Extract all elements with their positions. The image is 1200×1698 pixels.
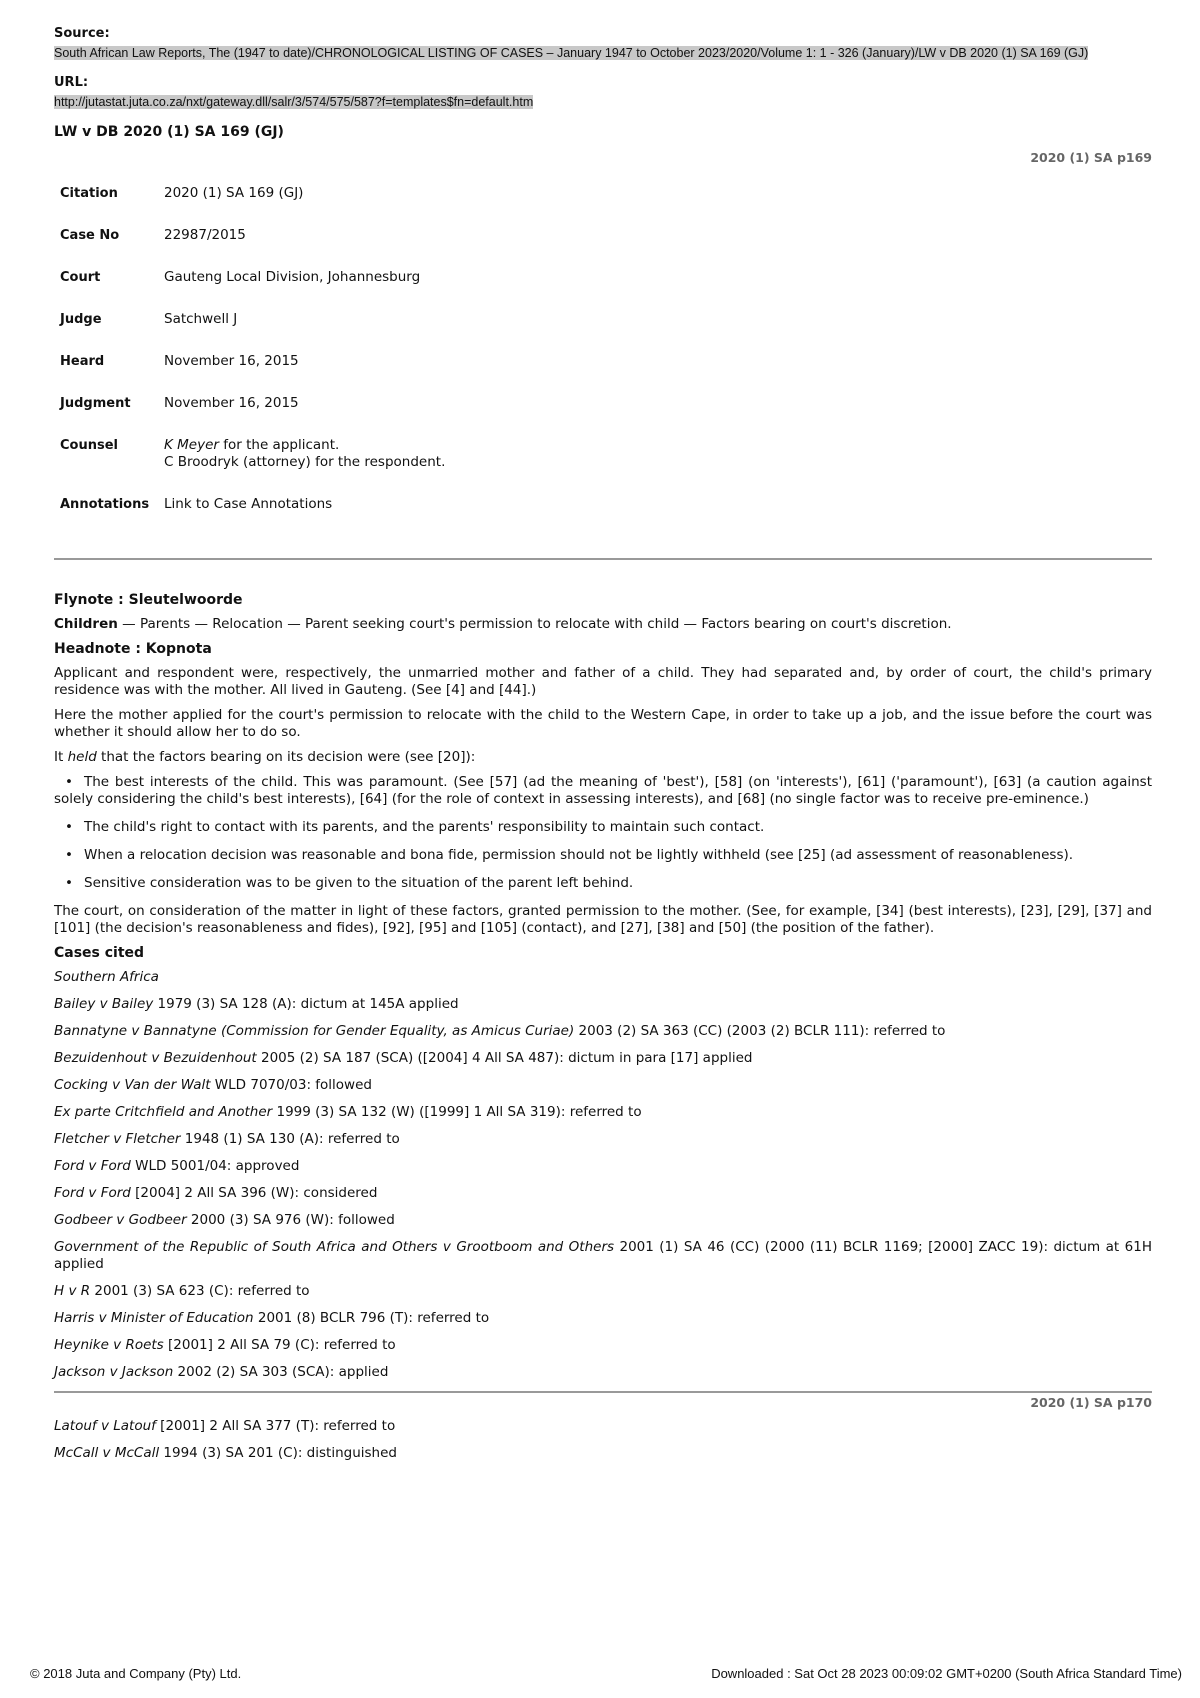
counsel-name: K Meyer — [164, 437, 219, 453]
bullet-text: The best interests of the child. This was paramount. (See [57] (ad the meaning of 'best'), [58] (on 'interests'), [61] ('paramount'), [63] (a caution against solely considering the child's best interests), [64] (for the role of context in assessing interests), and [68] (no single factor was to receive pre-eminence.) — [54, 774, 1152, 807]
meta-row-annotations — [60, 496, 445, 538]
meta-value: 2020 (1) SA 169 (GJ) — [164, 185, 304, 201]
meta-row-judgment — [60, 395, 445, 437]
document-page — [54, 26, 1152, 1472]
meta-key: Heard — [60, 354, 105, 369]
case-reference: 1994 (3) SA 201 (C): distinguished — [159, 1445, 397, 1461]
url-link[interactable]: http://jutastat.juta.co.za/nxt/gateway.dll/salr/3/574/575/587?f=templates$fn=default.htm — [54, 95, 534, 109]
meta-row-case-no — [60, 227, 445, 269]
case-list — [54, 1418, 1152, 1462]
case-name: Bailey v Bailey — [54, 996, 154, 1012]
case-reference: 2000 (3) SA 976 (W): followed — [186, 1212, 395, 1228]
flynote-text — [54, 616, 1152, 633]
headnote-paragraph: Here the mother applied for the court's permission to relocate with the child to the Western Cape, in order to take up a job, and the issue before the court was whether it should allow her to do so. — [54, 707, 1152, 740]
meta-value — [164, 437, 445, 496]
case-reference: 1999 (3) SA 132 (W) ([1999] 1 All SA 319): referred to — [272, 1104, 642, 1120]
url-block — [54, 75, 1152, 110]
case-name: Godbeer v Godbeer — [54, 1212, 187, 1228]
cases-cited-section — [54, 945, 1152, 1462]
case-citation — [54, 1050, 1152, 1067]
case-reference: 2001 (8) BCLR 796 (T): referred to — [253, 1310, 490, 1326]
page-reference: 2020 (1) SA p169 — [1030, 150, 1152, 165]
region-label: Southern Africa — [54, 969, 159, 985]
bullet-icon: • — [65, 774, 73, 790]
meta-key: Citation — [60, 186, 118, 201]
meta-key: Judgment — [60, 396, 131, 411]
meta-key: Counsel — [60, 438, 118, 453]
meta-value: November 16, 2015 — [164, 395, 299, 411]
flynote-keyword: Children — [54, 616, 118, 632]
bullet-item — [54, 819, 1152, 836]
case-name: Jackson v Jackson — [54, 1364, 174, 1380]
bullet-text: When a relocation decision was reasonable and bona fide, permission should not be lightly withheld (see [25] (ad assessment of reasonableness). — [84, 847, 1074, 863]
meta-value: Gauteng Local Division, Johannesburg — [164, 269, 421, 285]
footer-copyright: © 2018 Juta and Company (Pty) Ltd. — [30, 1666, 242, 1681]
case-name: Harris v Minister of Education — [54, 1310, 254, 1326]
meta-key: Case No — [60, 228, 120, 243]
bullet-item — [54, 875, 1152, 892]
case-reference: [2001] 2 All SA 79 (C): referred to — [163, 1337, 396, 1353]
meta-row-heard — [60, 353, 445, 395]
case-citation — [54, 1158, 1152, 1175]
headnote-section — [54, 641, 1152, 937]
meta-value: 22987/2015 — [164, 227, 246, 243]
annotations-link[interactable]: Link to Case Annotations — [164, 496, 333, 512]
meta-key: Judge — [60, 312, 102, 327]
case-citation — [54, 1023, 1152, 1040]
case-list — [54, 996, 1152, 1381]
case-name: Heynike v Roets — [54, 1337, 164, 1353]
flynote-body: — Parents — Relocation — Parent seeking court's permission to relocate with child — Factors bearing on court's discretion. — [117, 616, 952, 632]
headnote-heading: Headnote : Kopnota — [54, 641, 212, 657]
url-label: URL: — [54, 75, 89, 90]
case-name: Bezuidenhout v Bezuidenhout — [54, 1050, 257, 1066]
case-citation — [54, 1310, 1152, 1327]
case-citation — [54, 1283, 1152, 1300]
case-reference: 2001 (3) SA 623 (C): referred to — [90, 1283, 310, 1299]
case-name: Ford v Ford — [54, 1185, 131, 1201]
case-name: Government of the Republic of South Africa and Others v Grootboom and Others — [54, 1239, 615, 1255]
case-reference: 2002 (2) SA 303 (SCA): applied — [173, 1364, 389, 1380]
case-reference: 1948 (1) SA 130 (A): referred to — [180, 1131, 400, 1147]
source-label: Source: — [54, 26, 110, 41]
divider — [54, 558, 1152, 560]
bullet-item — [54, 847, 1152, 864]
case-citation — [54, 1104, 1152, 1121]
case-name: Ex parte Critchfield and Another — [54, 1104, 273, 1120]
bullet-item — [54, 774, 1152, 808]
case-citation — [54, 1239, 1152, 1273]
headnote-paragraph: The court, on consideration of the matter in light of these factors, granted permission to the mother. (See, for example, [34] (best interests), [23], [29], [37] and [101] (the decision's reasonableness and fides), [92], [95] and [105] (contact), and [27], [38] and [50] (the position of the father). — [54, 903, 1152, 936]
bullet-text: The child's right to contact with its parents, and the parents' responsibility to maintain such contact. — [84, 819, 765, 835]
case-citation — [54, 1364, 1152, 1381]
case-name: Ford v Ford — [54, 1158, 131, 1174]
case-citation — [54, 1212, 1152, 1229]
cases-cited-heading: Cases cited — [54, 945, 145, 961]
case-reference: 2003 (2) SA 363 (CC) (2003 (2) BCLR 111): referred to — [574, 1023, 946, 1039]
case-reference: 2005 (2) SA 187 (SCA) ([2004] 4 All SA 487): dictum in para [17] applied — [256, 1050, 753, 1066]
case-reference: WLD 7070/03: followed — [210, 1077, 372, 1093]
headnote-paragraph — [54, 749, 1152, 766]
page-break-divider — [54, 1391, 1152, 1393]
text-run-italic: held — [67, 749, 97, 765]
meta-row-judge — [60, 311, 445, 353]
meta-row-court — [60, 269, 445, 311]
meta-value: November 16, 2015 — [164, 353, 299, 369]
bullet-icon: • — [65, 847, 73, 863]
counsel-role: for the applicant. — [218, 437, 340, 453]
case-reference: 2001 (1) SA 46 (CC) (2000 (11) BCLR 1169; [2000] ZACC 19): dictum at 61H applied — [54, 1239, 1152, 1272]
case-name: McCall v McCall — [54, 1445, 160, 1461]
bullet-icon: • — [65, 875, 73, 891]
meta-key: Annotations — [60, 497, 150, 512]
meta-row-citation — [60, 185, 445, 227]
case-citation — [54, 996, 1152, 1013]
bullet-text: Sensitive consideration was to be given to the situation of the parent left behind. — [84, 875, 634, 891]
meta-row-counsel — [60, 437, 445, 496]
source-block — [54, 26, 1152, 61]
flynote-heading: Flynote : Sleutelwoorde — [54, 592, 243, 608]
case-citation — [54, 1131, 1152, 1148]
case-reference: [2001] 2 All SA 377 (T): referred to — [155, 1418, 396, 1434]
bullet-icon: • — [65, 819, 73, 835]
flynote-section — [54, 592, 1152, 633]
case-citation — [54, 1445, 1152, 1462]
case-name: Cocking v Van der Walt — [54, 1077, 211, 1093]
case-citation — [54, 1077, 1152, 1094]
cases-region — [54, 969, 1152, 986]
case-name: Latouf v Latouf — [54, 1418, 156, 1434]
case-reference: 1979 (3) SA 128 (A): dictum at 145A applied — [153, 996, 459, 1012]
document-title: LW v DB 2020 (1) SA 169 (GJ) — [54, 124, 284, 140]
meta-key: Court — [60, 270, 101, 285]
case-citation — [54, 1418, 1152, 1435]
case-metadata-table — [60, 185, 445, 538]
meta-value: Satchwell J — [164, 311, 238, 327]
text-run: that the factors bearing on its decision were (see [20]): — [96, 749, 476, 765]
text-run: It — [54, 749, 68, 765]
case-reference: WLD 5001/04: approved — [130, 1158, 300, 1174]
case-citation — [54, 1185, 1152, 1202]
source-path: South African Law Reports, The (1947 to date)/CHRONOLOGICAL LISTING OF CASES – January 1947 to October 2023/2020/Volume 1: 1 - 326 (January)/LW v DB 2020 (1) SA 169 (GJ) — [54, 46, 1089, 60]
case-name: Bannatyne v Bannatyne (Commission for Gender Equality, as Amicus Curiae) — [54, 1023, 575, 1039]
case-citation — [54, 1337, 1152, 1354]
counsel-line-2: C Broodryk (attorney) for the respondent. — [164, 454, 446, 470]
page-reference: 2020 (1) SA p170 — [1030, 1395, 1152, 1410]
footer-download-info: Downloaded : Sat Oct 28 2023 00:09:02 GMT+0200 (South Africa Standard Time) — [711, 1666, 1182, 1681]
case-name: Fletcher v Fletcher — [54, 1131, 181, 1147]
headnote-paragraph: Applicant and respondent were, respectively, the unmarried mother and father of a child. They had separated and, by order of court, the child's primary residence was with the mother. All lived in Gauteng. (See [4] and [44].) — [54, 665, 1152, 698]
case-name: H v R — [54, 1283, 91, 1299]
case-reference: [2004] 2 All SA 396 (W): considered — [130, 1185, 378, 1201]
